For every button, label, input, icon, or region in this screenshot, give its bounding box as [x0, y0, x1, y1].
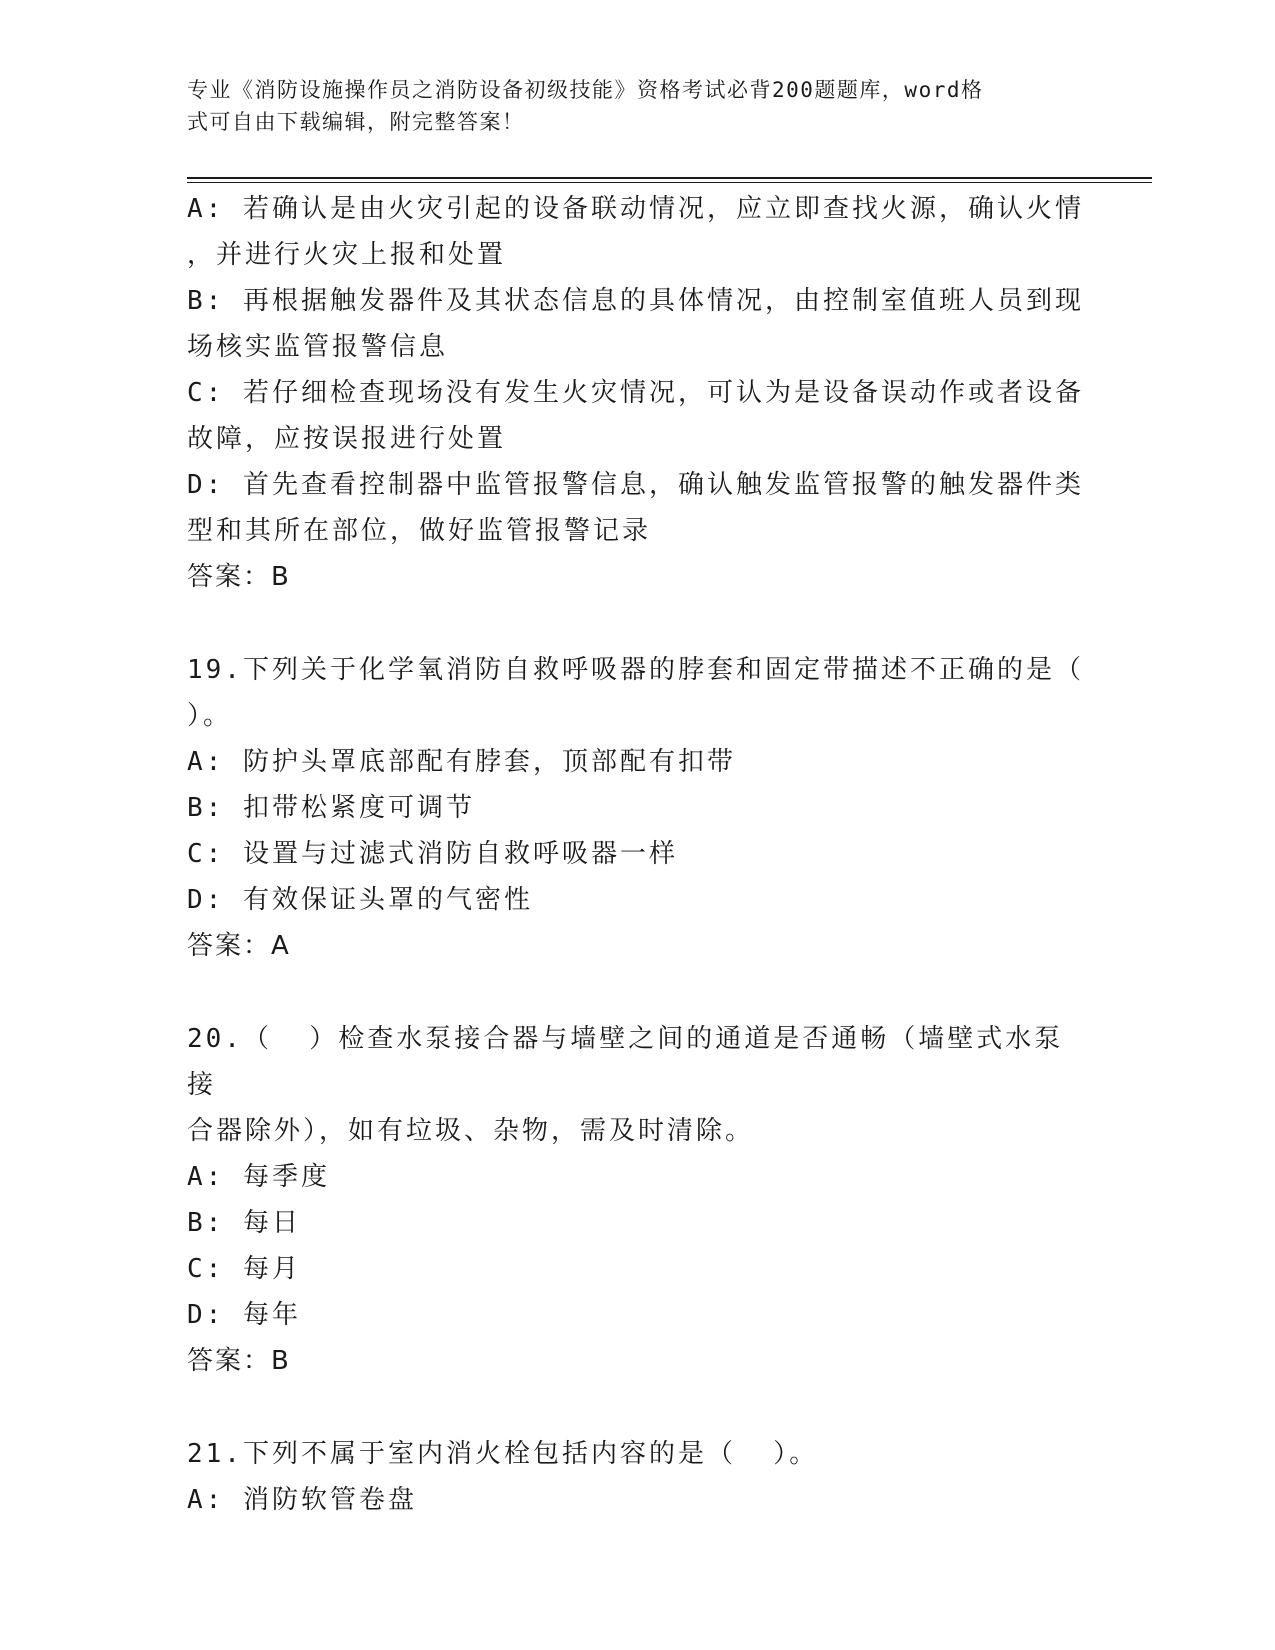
question-stem-line-1: 19.下列关于化学氧消防自救呼吸器的脖套和固定带描述不正确的是（ [187, 655, 1084, 685]
option-c-line-1: C: 若仔细检查现场没有发生火灾情况，可认为是设备误动作或者设备 [187, 378, 1084, 408]
option-d: D: 每年 [187, 1300, 301, 1330]
option-d: D: 有效保证头罩的气密性 [187, 885, 533, 915]
option-d-line-2: 型和其所在部位，做好监管报警记录 [187, 516, 652, 546]
answer-label: 答案：A [187, 931, 291, 961]
header-divider-thick [187, 177, 1152, 179]
spacer [187, 969, 1087, 1016]
option-c: C: 每月 [187, 1254, 301, 1284]
question-stem-line-2: 合器除外），如有垃圾、杂物，需及时清除。 [187, 1116, 755, 1146]
option-a-line-1: A: 若确认是由火灾引起的设备联动情况，应立即查找火源，确认火情 [187, 194, 1084, 224]
option-b: B: 扣带松紧度可调节 [187, 793, 475, 823]
header-divider-thin [187, 182, 1152, 183]
option-b-line-2: 场核实监管报警信息 [187, 332, 449, 362]
question-stem-line-1: 20.（ ）检查水泵接合器与墙壁之间的通道是否通畅（墙壁式水泵接 [187, 1024, 1064, 1100]
option-d-line-1: D: 首先查看控制器中监管报警信息，确认触发监管报警的触发器件类 [187, 470, 1084, 500]
answer-label: 答案：B [187, 562, 291, 592]
option-c-line-2: 故障，应按误报进行处置 [187, 424, 507, 454]
option-b-line-1: B: 再根据触发器件及其状态信息的具体情况，由控制室值班人员到现 [187, 286, 1084, 316]
header-title-line-2: 式可自由下载编辑，附完整答案！ [187, 110, 525, 134]
option-b: B: 每日 [187, 1208, 301, 1238]
option-c: C: 设置与过滤式消防自救呼吸器一样 [187, 839, 678, 869]
option-a: A: 防护头罩底部配有脖套，顶部配有扣带 [187, 747, 736, 777]
answer-label: 答案：B [187, 1346, 291, 1376]
question-18 [187, 186, 1087, 600]
question-stem-line-1: 21.下列不属于室内消火栓包括内容的是（ ）。 [187, 1439, 819, 1469]
question-20 [187, 1016, 1087, 1384]
spacer [187, 600, 1087, 647]
option-a: A: 消防软管卷盘 [187, 1485, 417, 1515]
question-19 [187, 647, 1087, 969]
option-a-line-2: ，并进行火灾上报和处置 [187, 240, 507, 270]
question-stem-line-2: ）。 [187, 701, 233, 731]
option-a: A: 每季度 [187, 1162, 330, 1192]
question-21 [187, 1431, 1087, 1523]
document-header [187, 74, 1067, 138]
spacer [187, 1384, 1087, 1431]
header-title-line-1: 专业《消防设施操作员之消防设备初级技能》资格考试必背200题题库，word格 [187, 78, 984, 102]
question-list [187, 186, 1087, 1523]
